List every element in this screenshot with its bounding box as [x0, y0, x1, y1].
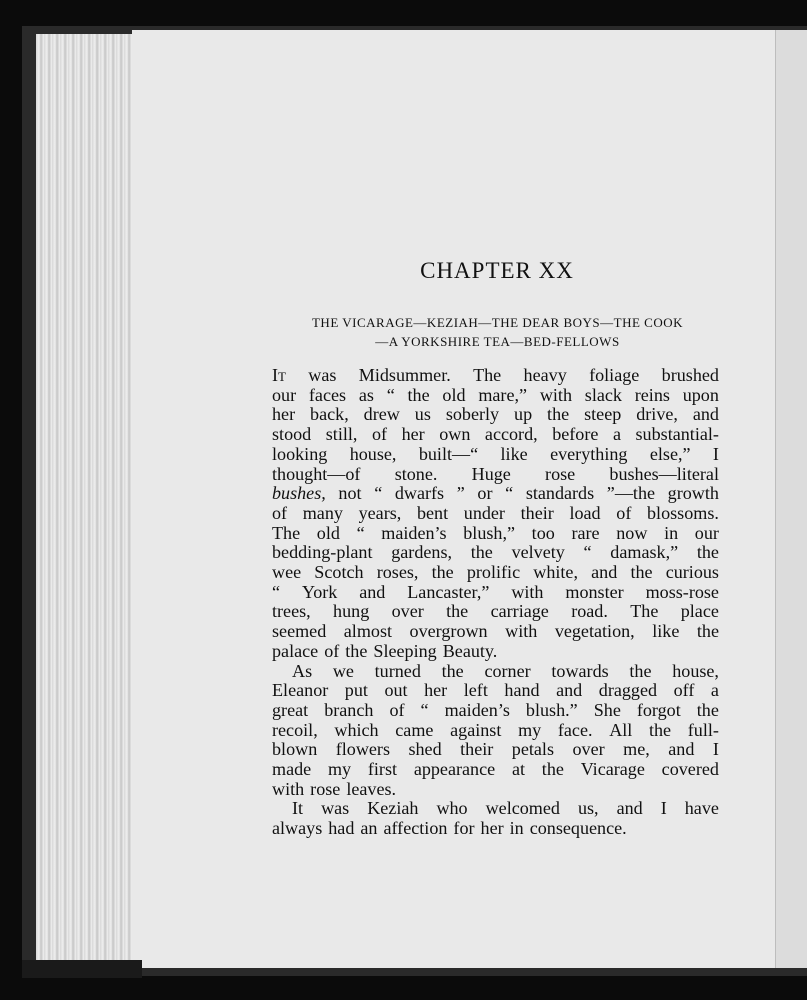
- text-line: her back, drew us soberly up the steep drive, and: [272, 404, 719, 425]
- text-line: recoil, which came against my face. All the full-: [272, 719, 719, 740]
- page-edges: [36, 34, 140, 964]
- text-line: wee Scotch roses, the prolific white, and the curious: [272, 562, 719, 583]
- text-line: looking house, built—“ like everything else,” I: [272, 443, 719, 464]
- chapter-title: CHAPTER XX: [420, 258, 574, 283]
- paragraph: [272, 662, 719, 800]
- text-line: bedding-plant gardens, the velvety “ damask,” the: [272, 542, 719, 563]
- chapter-subtitle: [265, 313, 730, 351]
- text-line: thought—of stone. Huge rose bushes—literal: [272, 463, 719, 484]
- text-line: seemed almost overgrown with vegetation, like the: [272, 621, 719, 642]
- text-line: Eleanor put out her left hand and dragged off a: [272, 680, 719, 701]
- paragraph: [272, 366, 719, 662]
- text-line: It was Midsummer. The heavy foliage brushed: [272, 365, 719, 385]
- book-bottom-edge: [22, 960, 142, 978]
- text-line: with rose leaves.: [272, 778, 397, 799]
- subtitle-line: THE VICARAGE—KEZIAH—THE DEAR BOYS—THE COOK: [311, 315, 684, 330]
- text-line: blown flowers shed their petals over me, and I: [272, 739, 719, 760]
- text-line: always had an affection for her in consequence.: [272, 818, 627, 839]
- text-line: of many years, bent under their load of blossoms.: [272, 502, 719, 523]
- text-line: our faces as “ the old mare,” with slack reins upon: [272, 384, 719, 405]
- text-line: made my first appearance at the Vicarage covered: [272, 759, 719, 780]
- text-line: bushes, not “ dwarfs ” or “ standards ”—the growth: [272, 483, 719, 504]
- text-line: great branch of “ maiden’s blush.” She forgot the: [272, 699, 719, 720]
- chapter-body: [272, 366, 719, 839]
- subtitle-line: —A YORKSHIRE TEA—BED-FELLOWS: [375, 334, 620, 349]
- text-line: trees, hung over the carriage road. The place: [272, 601, 719, 622]
- text-line: “ York and Lancaster,” with monster moss-rose: [272, 581, 719, 602]
- text-line: palace of the Sleeping Beauty.: [272, 640, 498, 661]
- page-gutter: [775, 30, 807, 968]
- text-line: It was Keziah who welcomed us, and I have: [292, 798, 719, 819]
- text-line: As we turned the corner towards the house,: [292, 660, 719, 681]
- text-line: The old “ maiden’s blush,” too rare now in our: [272, 522, 719, 543]
- paragraph: [272, 799, 719, 838]
- text-line: stood still, of her own accord, before a substantial-: [272, 424, 719, 445]
